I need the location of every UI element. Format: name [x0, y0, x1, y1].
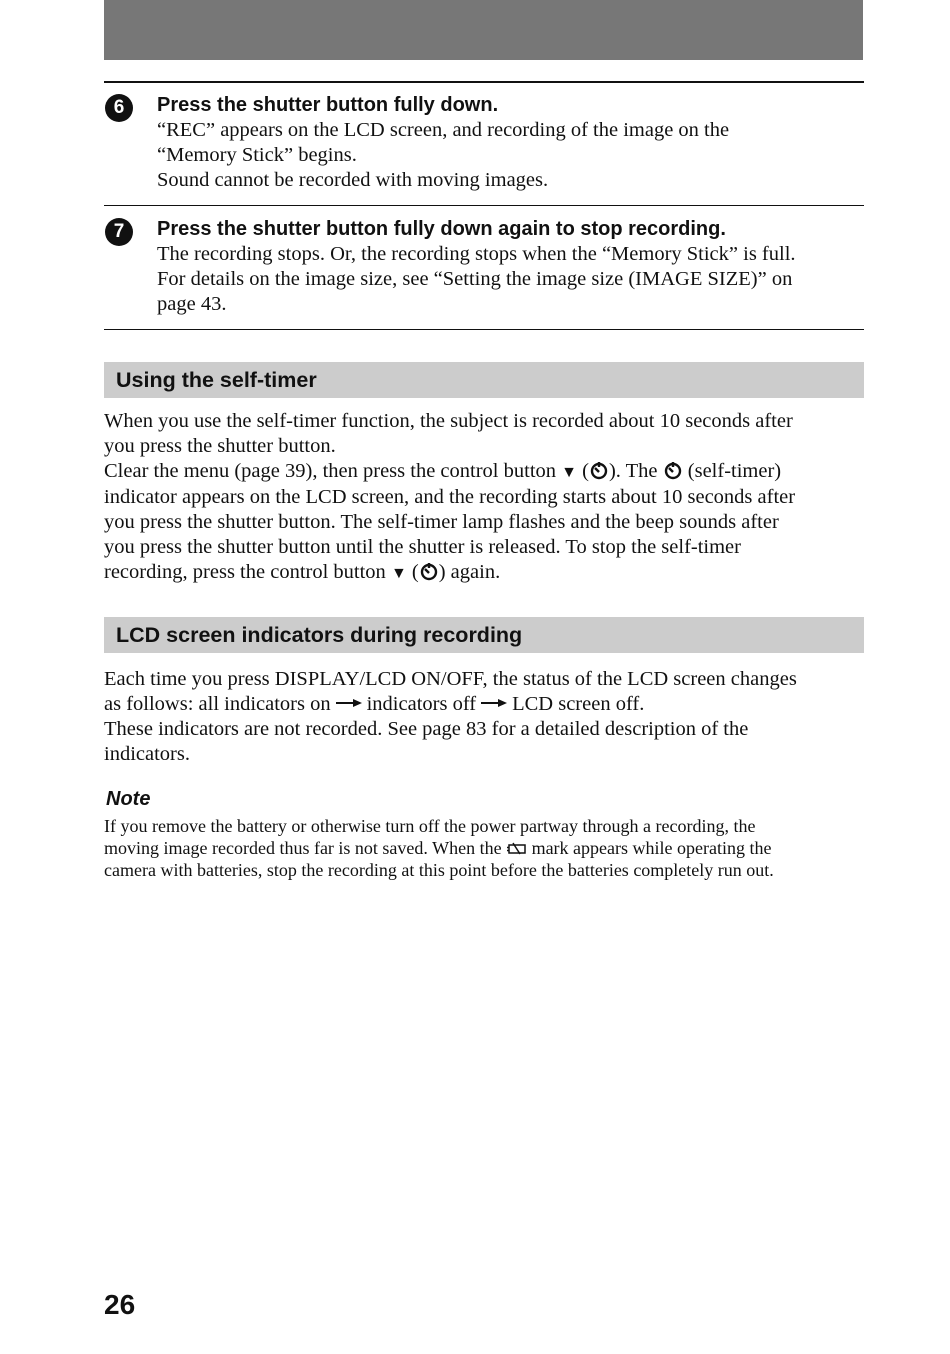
paragraph-line: indicator appears on the LCD screen, and the recording starts about 10 seconds after: [104, 486, 796, 508]
step-line: “Memory Stick” begins.: [157, 144, 357, 166]
note-body: [104, 815, 864, 881]
note-line: camera with batteries, stop the recording at this point before the batteries completely run out.: [104, 860, 774, 880]
divider: [104, 329, 864, 330]
step-line: Sound cannot be recorded with moving images.: [157, 169, 549, 191]
paragraph-line: indicators.: [104, 743, 190, 765]
self-timer-icon: [663, 460, 683, 480]
divider: [104, 205, 864, 206]
self-timer-icon: [419, 561, 439, 581]
divider: [104, 81, 864, 83]
down-triangle-icon: ▼: [390, 565, 407, 582]
down-triangle-icon: ▼: [561, 464, 577, 481]
paragraph-line: as follows: all indicators on indicators off LCD screen off.: [104, 693, 645, 715]
step-number-badge: 7: [105, 218, 133, 246]
step-line: The recording stops. Or, the recording stops when the “Memory Stick” is full.: [157, 243, 796, 265]
lcd-paragraph: [104, 667, 864, 767]
step-body: [157, 242, 862, 317]
arrow-right-icon: [480, 698, 508, 708]
page-number: 26: [104, 1289, 136, 1320]
step-number-badge: 6: [105, 94, 133, 122]
paragraph-line: Clear the menu (page 39), then press the control button ▼ ( ). The (self-timer): [104, 460, 782, 482]
paragraph-line: Each time you press DISPLAY/LCD ON/OFF, the status of the LCD screen changes: [104, 668, 797, 690]
arrow-right-icon: [335, 698, 363, 708]
note-heading: Note: [106, 788, 151, 810]
header-bar: [104, 0, 863, 60]
battery-low-icon: [506, 842, 528, 855]
step-line: page 43.: [157, 293, 227, 315]
step-line: For details on the image size, see “Setting the image size (IMAGE SIZE)” on: [157, 268, 793, 290]
step-body: [157, 118, 862, 193]
note-line: moving image recorded thus far is not saved. When the mark appears while operating the: [104, 838, 772, 858]
paragraph-line: When you use the self-timer function, the subject is recorded about 10 seconds after: [104, 410, 793, 432]
step-title: Press the shutter button fully down again to stop recording.: [157, 218, 726, 240]
paragraph-line: recording, press the control button ▼ ( ) again.: [104, 561, 501, 583]
paragraph-line: you press the shutter button. The self-timer lamp flashes and the beep sounds after: [104, 511, 779, 533]
step-title: Press the shutter button fully down.: [157, 94, 499, 116]
paragraph-line: you press the shutter button until the shutter is released. To stop the self-timer: [104, 536, 741, 558]
self-timer-icon: [589, 460, 609, 480]
paragraph-line: These indicators are not recorded. See page 83 for a detailed description of the: [104, 718, 749, 740]
step-line: “REC” appears on the LCD screen, and recording of the image on the: [157, 119, 730, 141]
self-timer-paragraph: [104, 409, 864, 586]
section-heading-lcd-indicators: LCD screen indicators during recording: [104, 617, 864, 653]
note-line: If you remove the battery or otherwise turn off the power partway through a recording, the: [104, 816, 756, 836]
paragraph-line: you press the shutter button.: [104, 435, 336, 457]
section-heading-self-timer: Using the self-timer: [104, 362, 864, 398]
